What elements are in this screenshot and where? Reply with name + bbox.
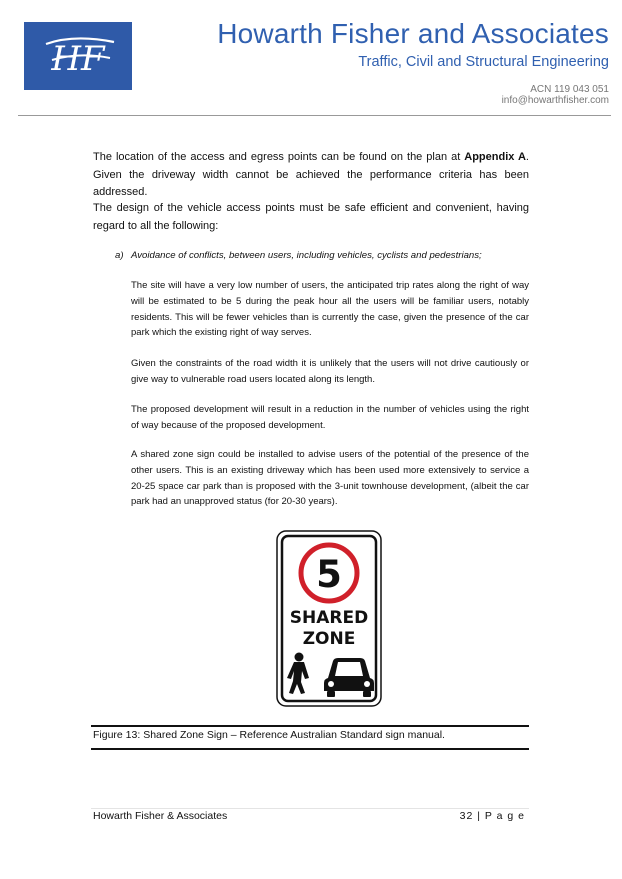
list-item-a [115, 250, 482, 261]
company-tagline: Traffic, Civil and Structural Engineering [358, 54, 609, 70]
list-item-letter: a) [115, 250, 124, 261]
caption-top-rule [91, 725, 529, 727]
para1-rest: . Given the driveway width cannot be achieved the performance criteria has been addressed. [93, 151, 529, 198]
list-item-text: Avoidance of conflicts, between users, including vehicles, cyclists and pedestrians; [131, 250, 482, 261]
caption-bottom-rule [91, 748, 529, 750]
logo-lettering: HF [51, 39, 105, 79]
shared-zone-sign-image [276, 530, 382, 707]
contact-email: info@howarthfisher.com [501, 95, 609, 106]
subparagraph-reduction: The proposed development will result in a reduction in the number of vehicles using the right of way because of the proposed development. [131, 404, 529, 431]
page-number: 32 | P a g e [459, 810, 525, 822]
footer-company: Howarth Fisher & Associates [93, 810, 228, 822]
company-name: Howarth Fisher and Associates [217, 18, 609, 49]
sign-speed-number: 5 [316, 553, 342, 596]
footer-divider [91, 808, 529, 809]
company-logo [24, 22, 132, 90]
subparagraph-road-width: Given the constraints of the road width it is unlikely that the users will not drive cautiously or give way to vulnerable road users located along its length. [131, 358, 529, 385]
hf-monogram-icon [24, 22, 132, 90]
figure-caption: Figure 13: Shared Zone Sign – Reference Australian Standard sign manual. [93, 729, 445, 741]
sign-text-zone: ZONE [302, 629, 356, 649]
subparagraph-shared-zone: A shared zone sign could be installed to advise users of the potential of the presence of the other users. This is an existing driveway which has been used more extensively to service a 20-25 space car park than is proposed with the 3-unit townhouse development, (albeit the car park had an unapproved status (for 20-30 years). [131, 449, 529, 508]
para1-text: The location of the access and egress points can be found on the plan at [93, 151, 465, 163]
sign-text-shared: SHARED [289, 608, 369, 628]
acn-number: ACN 119 043 051 [530, 84, 609, 95]
subparagraph-trip-rates: The site will have a very low number of users, the anticipated trip rates along the right of way will be estimated to be 5 during the peak hour all the users will be familiar users, notably residents. This will be fewer vehicles than is currently the case, given the presence of the car park which the existing right of way serves. [131, 280, 529, 339]
appendix-reference: Appendix A [464, 151, 526, 163]
paragraph-access-points [93, 149, 529, 202]
paragraph-design-requirements: The design of the vehicle access points must be safe efficient and convenient, having regard to all the following: [93, 202, 529, 232]
header-divider [18, 115, 611, 116]
